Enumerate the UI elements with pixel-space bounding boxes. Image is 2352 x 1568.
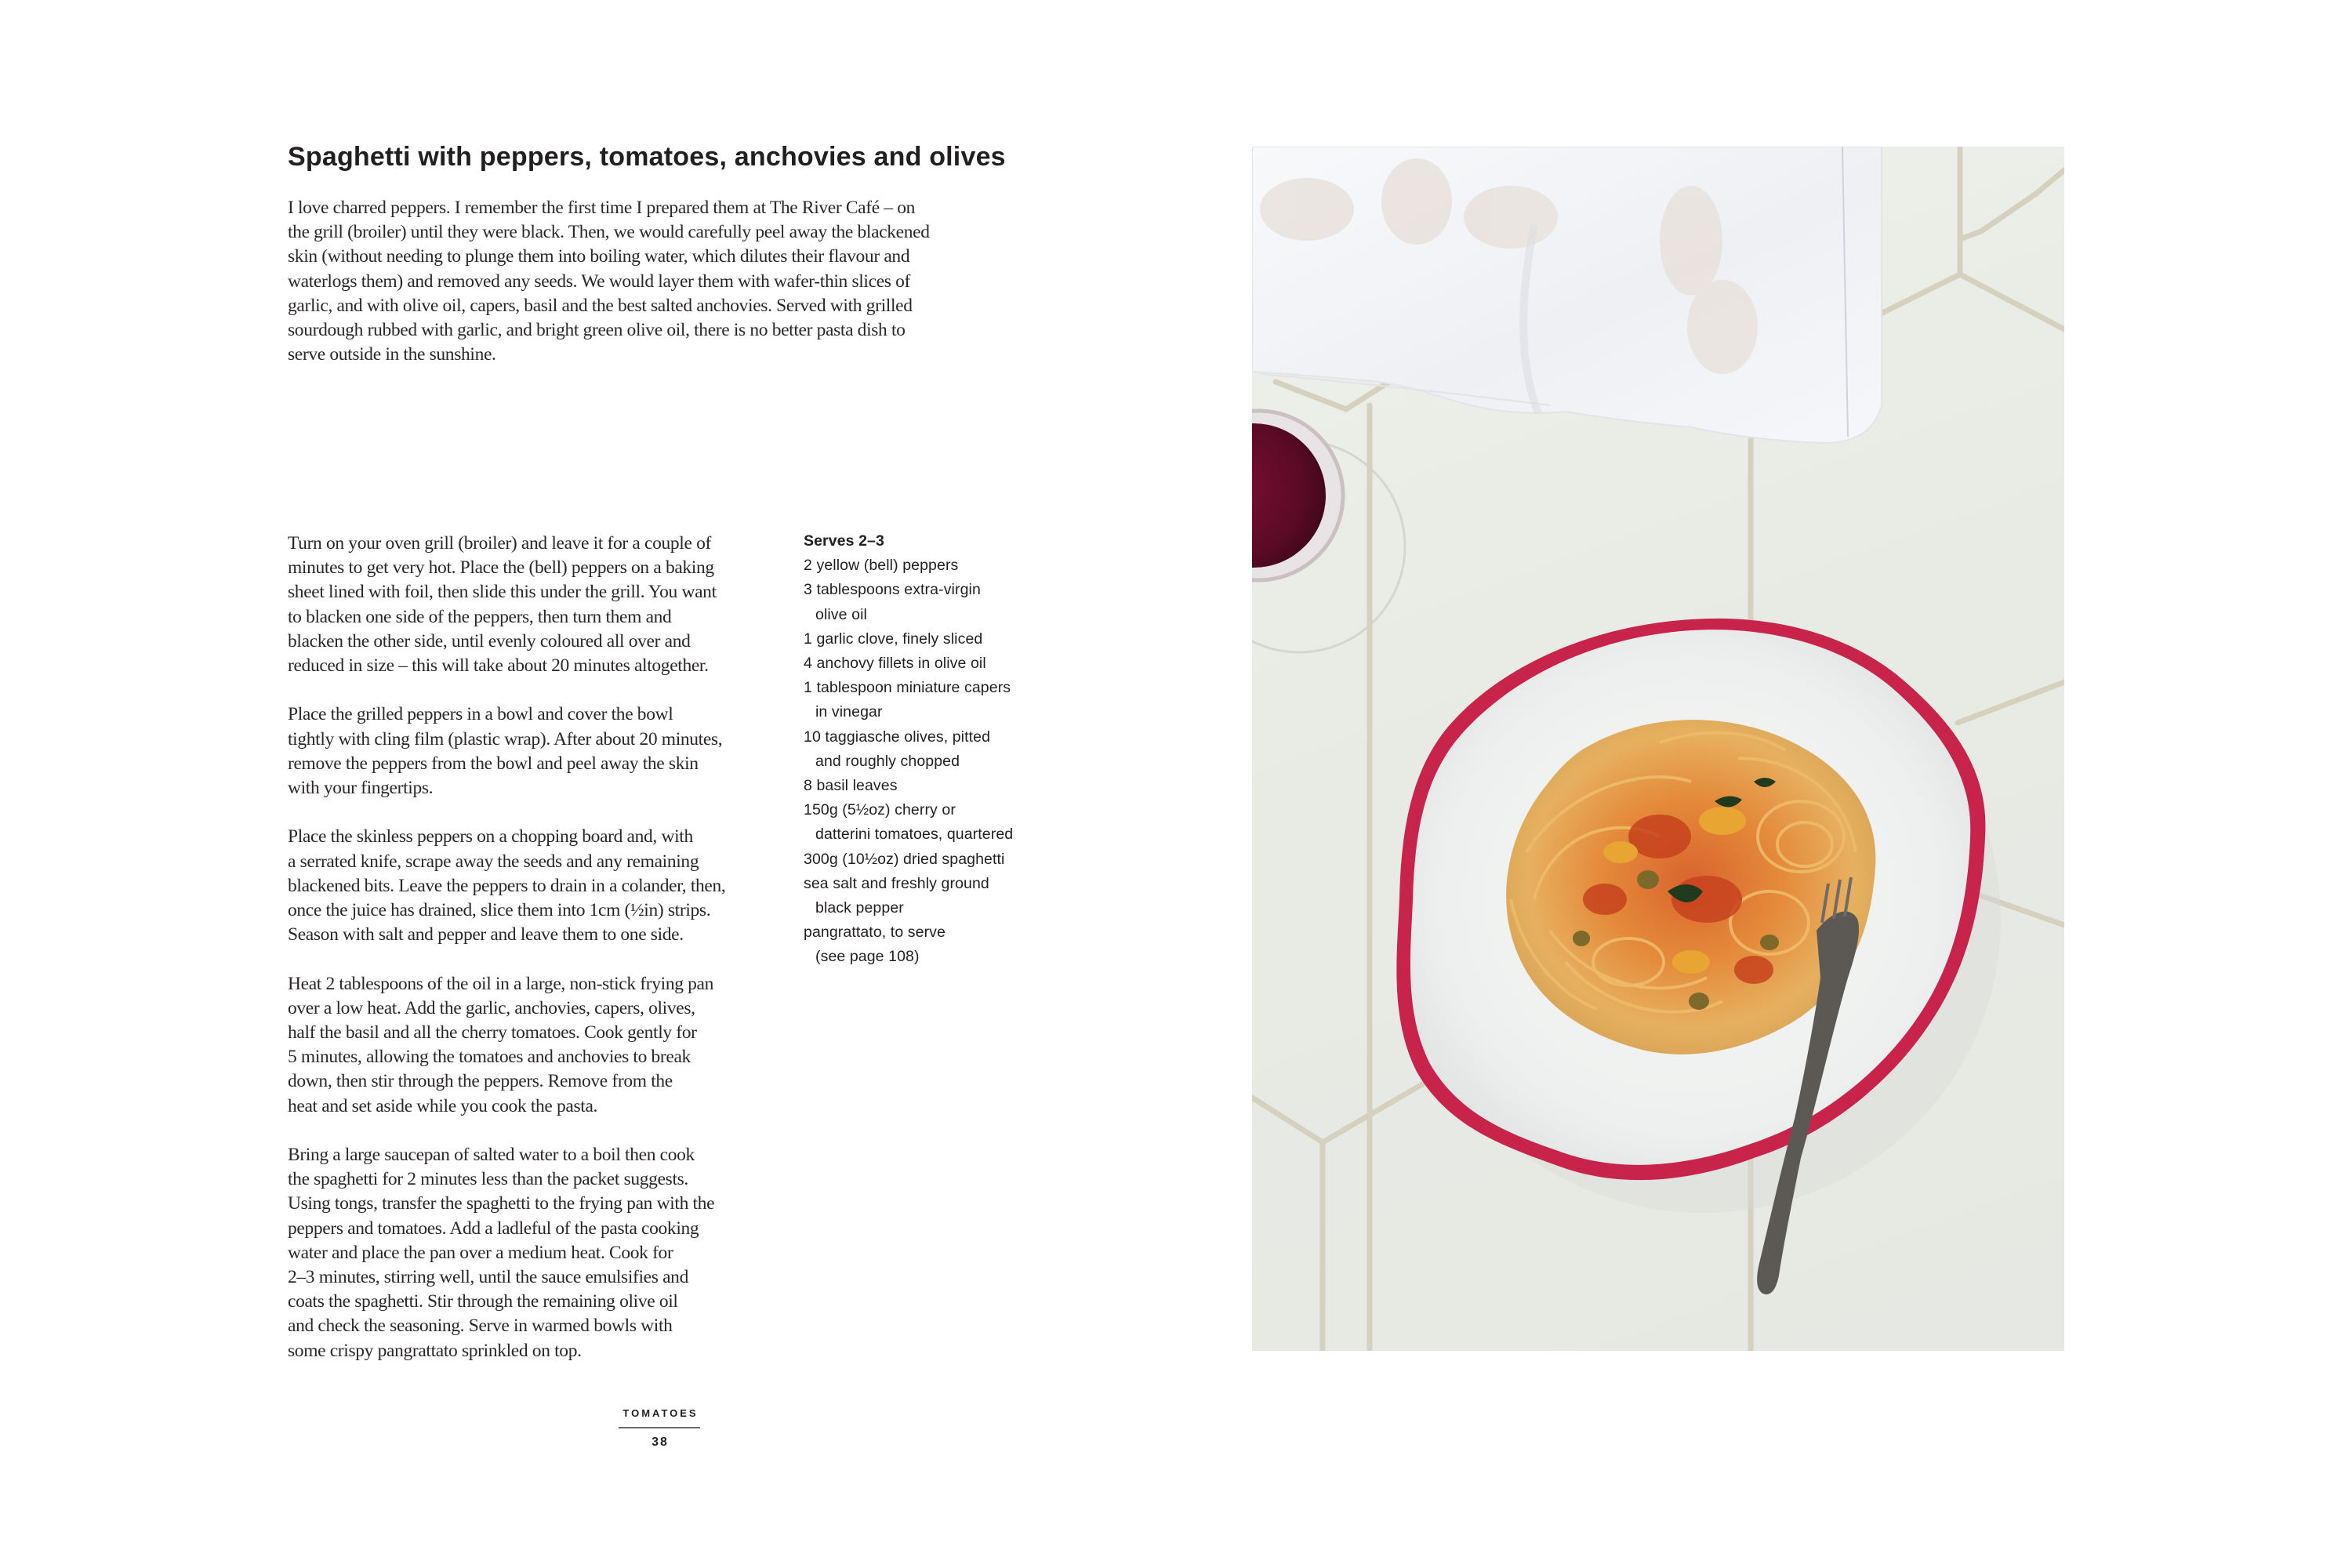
intro-line: I love charred peppers. I remember the first time I prepared them at The River Café – on [288,198,916,218]
method-line: remove the peppers from the bowl and peel away the skin [288,753,699,774]
method-line: the spaghetti for 2 minutes less than the packet suggests. [288,1169,688,1190]
method-line: minutes to get very hot. Place the (bell) peppers on a baking [288,557,714,579]
method-line: tightly with cling film (plastic wrap). After about 20 minutes, [288,728,723,750]
ingredient-item [804,798,1062,847]
ingredient-text: 150g (5½oz) cherry or [804,801,956,819]
method-line: blackened bits. Leave the peppers to drain in a colander, then, [288,875,726,896]
intro-line: skin (without needing to plunge them into boiling water, which dilutes their flavour and [288,246,910,267]
ingredient-item [804,848,1062,872]
method-step-2 [288,702,789,800]
ingredient-continuation: olive oil [815,605,867,623]
recipe-intro [288,196,1040,367]
napkin [1252,147,1882,443]
section-name: TOMATOES [622,1407,699,1419]
method-line: some crispy pangrattato sprinkled on top. [288,1340,582,1361]
intro-line: garlic, and with olive oil, capers, basil and the best salted anchovies. Served with grilled [288,295,913,316]
serves-label: Serves 2–3 [804,532,884,550]
method-line: to blacken one side of the peppers, then turn them and [288,606,672,627]
ingredient-continuation: black pepper [815,899,904,917]
intro-line: serve outside in the sunshine. [288,344,496,365]
method-line: heat and set aside while you cook the pasta. [288,1095,598,1116]
method-line: sheet lined with foil, then slide this under the grill. You want [288,582,717,603]
method-line: 5 minutes, allowing the tomatoes and anchovies to break [288,1047,691,1068]
recipe-photo [1252,147,2064,1351]
ingredient-text: pangrattato, to serve [804,924,946,942]
method-line: a serrated knife, scrape away the seeds and any remaining [288,851,699,872]
ingredient-item [804,676,1062,724]
method-line: Using tongs, transfer the spaghetti to the frying pan with the [288,1193,715,1214]
ingredient-item [804,578,1062,626]
recipe-title: Spaghetti with peppers, tomatoes, anchovies and olives [288,142,1006,172]
method-column [288,532,789,1388]
ingredient-continuation: and roughly chopped [815,752,960,770]
method-line: half the basil and all the cherry tomatoes. Cook gently for [288,1022,697,1044]
method-line: Place the skinless peppers on a chopping board and, with [288,826,693,848]
intro-line: waterlogs them) and removed any seeds. We would layer them with wafer-thin slices of [288,270,910,292]
method-line: peppers and tomatoes. Add a ladleful of the pasta cooking [288,1218,699,1239]
ingredient-text: 1 garlic clove, finely sliced [804,630,983,648]
ingredient-continuation: in vinegar [815,703,883,721]
method-line: coats the spaghetti. Stir through the remaining olive oil [288,1291,678,1312]
method-step-4 [288,972,789,1119]
ingredient-item [804,652,1062,676]
ingredient-continuation: (see page 108) [815,948,920,966]
ingredient-text: 3 tablespoons extra-virgin [804,581,981,599]
footer-divider [619,1427,700,1428]
method-line: water and place the pan over a medium heat. Cook for [288,1242,673,1263]
ingredient-text: 2 yellow (bell) peppers [804,557,959,575]
ingredient-text: 10 taggiasche olives, pitted [804,728,991,746]
method-line: Heat 2 tablespoons of the oil in a large, non-stick frying pan [288,973,714,994]
photo-illustration [1252,147,2064,1351]
method-line: Season with salt and pepper and leave them to one side. [288,924,684,946]
ingredient-item [804,554,1062,578]
method-line: and check the seasoning. Serve in warmed bowls with [288,1316,673,1337]
method-line: Turn on your oven grill (broiler) and leave it for a couple of [288,533,711,554]
method-line: over a low heat. Add the garlic, anchovies, capers, olives, [288,997,695,1018]
ingredients-list [804,529,1062,970]
method-line: down, then stir through the peppers. Remove from the [288,1071,673,1092]
ingredient-text: 4 anchovy fillets in olive oil [804,655,986,673]
method-step-3 [288,825,789,947]
method-step-1 [288,532,789,678]
wine-glass [1252,411,1405,652]
method-line: 2–3 minutes, stirring well, until the sauce emulsifies and [288,1267,688,1288]
method-line: blacken the other side, until evenly coloured all over and [288,630,691,652]
method-line: Place the grilled peppers in a bowl and cover the bowl [288,704,673,725]
method-step-5 [288,1143,789,1363]
ingredient-continuation: datterini tomatoes, quartered [815,826,1014,844]
page-footer [619,1407,700,1450]
ingredient-text: 8 basil leaves [804,777,898,795]
ingredient-item [804,872,1062,920]
ingredient-item [804,920,1062,969]
ingredient-item [804,627,1062,652]
intro-line: sourdough rubbed with garlic, and bright green olive oil, there is no better pasta dish to [288,320,906,341]
method-line: with your fingertips. [288,778,434,799]
page-number: 38 [652,1436,669,1449]
method-line: Bring a large saucepan of salted water to a boil then cook [288,1145,695,1166]
ingredient-text: 300g (10½oz) dried spaghetti [804,850,1005,868]
method-line: reduced in size – this will take about 20 minutes altogether. [288,655,709,677]
intro-line: the grill (broiler) until they were black. Then, we would carefully peel away the blackened [288,222,930,243]
method-line: once the juice has drained, slice them into 1cm (½in) strips. [288,900,711,921]
ingredient-text: 1 tablespoon miniature capers [804,679,1011,697]
ingredient-item [804,725,1062,774]
ingredient-item [804,774,1062,798]
ingredient-text: sea salt and freshly ground [804,874,989,892]
